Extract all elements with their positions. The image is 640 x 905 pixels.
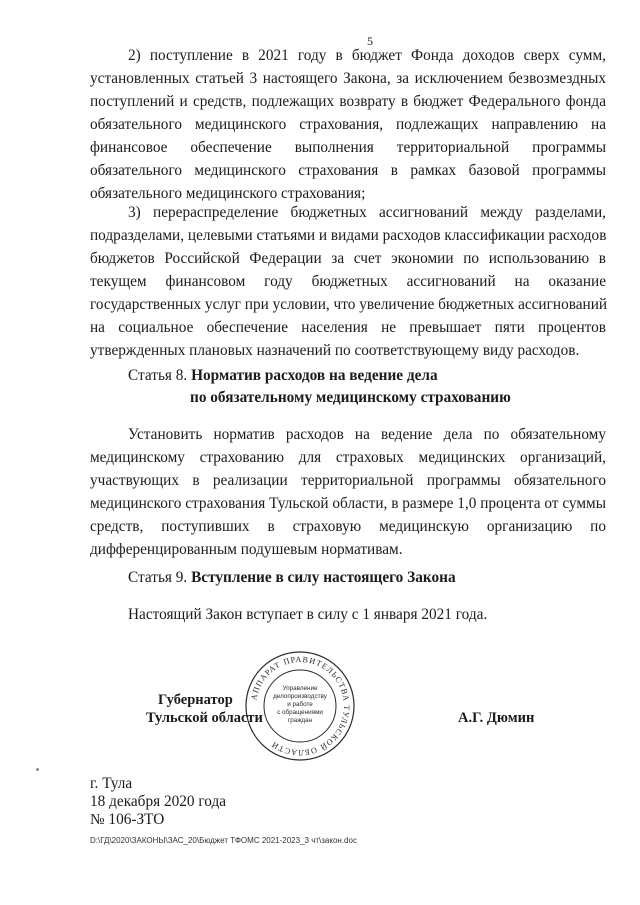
article-9-title: Вступление в силу настоящего Закона: [191, 569, 456, 586]
article-8-prefix: Статья 8.: [128, 367, 188, 384]
paragraph-line: финансовое обеспечение выполнения территориальной программы: [90, 139, 606, 156]
signature-role-line-2: Тульской области: [146, 710, 263, 726]
paragraph-line: обязательного медицинского страхования в рамках базовой программы: [90, 162, 606, 179]
paragraph-line: бюджетов Российской Федерации за счет экономии по использованию в: [90, 250, 606, 267]
law-number-text: № 106-ЗТО: [90, 811, 165, 828]
paragraph-line: текущем финансовом году бюджетных ассигнований на оказание: [90, 273, 606, 290]
page-number: 5: [367, 34, 373, 48]
footer-file-path: D:\ГД\2020\ЗАКОНЫ\ЗАС_20\Бюджет ТФОМС 2021-2023_3 чт\закон.doc: [90, 836, 357, 845]
article-9-heading: [128, 567, 456, 589]
signature-role-line-1: Губернатор: [158, 692, 233, 708]
paragraph-line: 2) поступление в 2021 году в бюджет Фонда доходов сверх сумм,: [128, 47, 606, 64]
stamp-inner-line: делопроизводству: [273, 693, 327, 700]
paragraph-line: дифференцированным подушевым нормативам.: [90, 541, 403, 558]
paragraph-line: обязательного медицинского страхования;: [90, 185, 366, 202]
paragraph-line: Установить норматив расходов на ведение дела по обязательному: [128, 426, 606, 443]
article-8-title-line-2: по обязательному медицинскому страхованию: [190, 389, 511, 406]
article-9-text: Настоящий Закон вступает в силу с 1 января 2021 года.: [128, 606, 488, 623]
place-text: г. Тула: [90, 775, 133, 792]
article-9-prefix: Статья 9.: [128, 569, 188, 586]
article-8-heading: [128, 365, 438, 387]
paragraph-line: медицинского страхования Тульской области, в размере 1,0 процента от суммы: [90, 495, 606, 512]
paragraph-line: установленных статьей 3 настоящего Закона, за исключением безвозмездных: [90, 70, 606, 87]
paragraph-line: обязательного медицинского страхования, подлежащих направлению на: [90, 116, 606, 133]
stamp-outer-text: АППАРАТ ПРАВИТЕЛЬСТВА ТУЛЬСКОЙ ОБЛАСТИ: [249, 654, 352, 758]
paragraph-line: на социальное обеспечение населения не превышает пяти процентов: [90, 319, 606, 336]
date-text: 18 декабря 2020 года: [90, 793, 227, 810]
paragraph-line: медицинскому страхованию для страховых медицинских организаций,: [90, 449, 606, 466]
stamp-inner-line: и работе: [287, 701, 313, 708]
stamp-inner-line: граждан: [287, 717, 313, 724]
paragraph-line: подразделами, целевыми статьями и видами расходов классификации расходов: [90, 227, 607, 244]
paragraph-line: средств, поступивших в страховую медицинскую организацию по: [90, 518, 606, 535]
paragraph-line: утвержденных плановых назначений по соответствующему виду расходов.: [90, 342, 580, 359]
paragraph-line: государственных услуг при условии, что увеличение бюджетных ассигнований: [90, 296, 608, 313]
signature-name: А.Г. Дюмин: [458, 710, 535, 726]
paragraph-line: поступлений и средств, подлежащих возврату в бюджет Федерального фонда: [90, 93, 606, 110]
paragraph-line: 3) перераспределение бюджетных ассигнований между разделами,: [128, 204, 606, 221]
paragraph-line: участвующих в реализации территориальной программы обязательного: [90, 472, 606, 489]
scan-speck: [36, 768, 39, 771]
stamp-inner-line: Управление: [282, 685, 318, 692]
stamp-inner-line: с обращениями: [277, 709, 323, 716]
official-stamp: [244, 650, 356, 762]
article-8-title: Норматив расходов на ведение дела: [191, 367, 438, 384]
